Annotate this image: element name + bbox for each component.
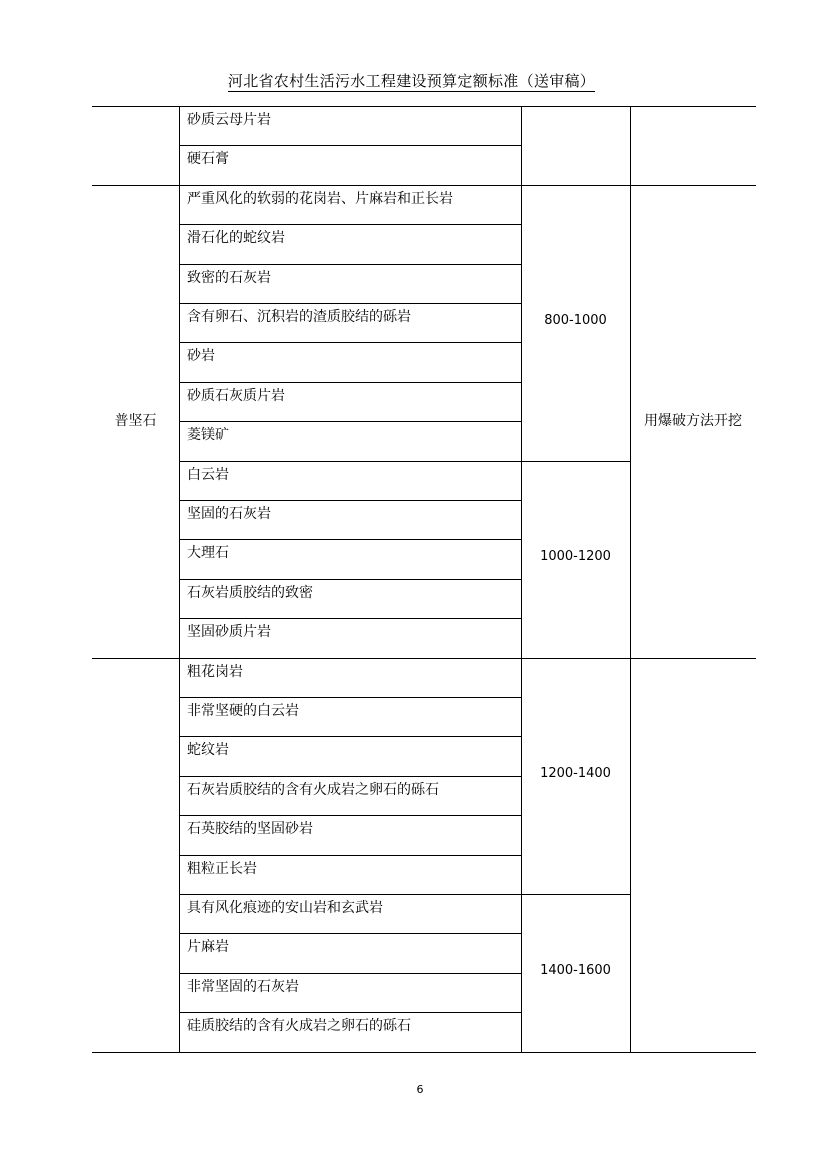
row-divider	[179, 106, 521, 107]
row-divider	[179, 145, 521, 146]
row-divider	[179, 658, 521, 659]
rock-name-cell: 非常坚固的石灰岩	[187, 978, 299, 995]
rock-name-cell: 片麻岩	[187, 939, 229, 956]
page-number: 6	[416, 1083, 424, 1096]
category-name: 普坚石	[114, 413, 157, 430]
category-divider	[92, 658, 179, 659]
row-divider	[179, 579, 521, 580]
weight-divider	[521, 106, 630, 107]
row-divider	[179, 185, 521, 186]
row-divider	[179, 421, 521, 422]
row-divider	[179, 539, 521, 540]
rock-name-cell: 白云岩	[187, 466, 229, 483]
rock-name-cell: 粗花岗岩	[187, 663, 243, 680]
row-divider	[179, 303, 521, 304]
document-title: 河北省农村生活污水工程建设预算定额标准（送审稿）	[227, 72, 596, 90]
row-divider	[179, 500, 521, 501]
method-divider	[630, 185, 756, 186]
rock-name-cell: 砂岩	[187, 348, 215, 365]
unit-weight-value: 1000-1200	[540, 549, 611, 565]
rock-name-cell: 滑石化的蛇纹岩	[187, 230, 285, 247]
row-divider	[179, 382, 521, 383]
rock-name-cell: 非常坚硬的白云岩	[187, 703, 299, 719]
row-divider	[179, 618, 521, 619]
row-divider	[179, 776, 521, 777]
method-divider	[630, 106, 756, 107]
category-divider	[92, 185, 179, 186]
method-divider	[630, 658, 756, 659]
rock-name-cell: 硬石膏	[187, 151, 229, 168]
rock-name-cell: 致密的石灰岩	[187, 269, 271, 286]
rock-name-cell: 粗粒正长岩	[187, 860, 257, 877]
rock-name-cell: 砂质云母片岩	[187, 112, 271, 128]
rock-name-cell: 严重风化的软弱的花岗岩、片麻岩和正长岩	[187, 190, 453, 207]
unit-weight-value: 1200-1400	[540, 765, 611, 781]
column-divider	[630, 106, 631, 1052]
rock-name-cell: 石灰岩质胶结的含有火成岩之卵石的砾石	[187, 781, 439, 798]
weight-divider	[521, 658, 630, 659]
column-divider	[521, 106, 522, 1052]
row-divider	[179, 461, 521, 462]
document-header	[0, 71, 823, 91]
rock-name-cell: 石灰岩质胶结的致密	[187, 584, 313, 601]
rock-name-cell: 蛇纹岩	[187, 742, 229, 759]
column-divider	[179, 106, 180, 1052]
unit-weight-value: 1400-1600	[540, 962, 611, 978]
rock-name-cell: 坚固的石灰岩	[187, 506, 271, 522]
rock-name-cell: 砂质石灰质片岩	[187, 387, 285, 404]
table-bottom-border	[92, 1052, 756, 1053]
rock-name-cell: 硅质胶结的含有火成岩之卵石的砾石	[187, 1018, 411, 1035]
row-divider	[179, 933, 521, 934]
row-divider	[179, 736, 521, 737]
row-divider	[179, 264, 521, 265]
row-divider	[179, 855, 521, 856]
row-divider	[179, 894, 521, 895]
weight-divider	[521, 894, 630, 895]
category-divider	[92, 106, 179, 107]
weight-divider	[521, 461, 630, 462]
rock-name-cell: 坚固砂质片岩	[187, 624, 271, 641]
rock-name-cell: 具有风化痕迹的安山岩和玄武岩	[187, 900, 383, 916]
row-divider	[179, 973, 521, 974]
rock-name-cell: 含有卵石、沉积岩的渣质胶结的砾岩	[187, 309, 411, 325]
rock-name-cell: 石英胶结的坚固砂岩	[187, 821, 313, 838]
row-divider	[179, 342, 521, 343]
rock-name-cell: 菱镁矿	[187, 427, 229, 444]
row-divider	[179, 1012, 521, 1013]
excavation-method: 用爆破方法开挖	[644, 413, 742, 430]
unit-weight-value: 800-1000	[544, 312, 607, 328]
row-divider	[179, 815, 521, 816]
row-divider	[179, 224, 521, 225]
row-divider	[179, 697, 521, 698]
weight-divider	[521, 185, 630, 186]
rock-name-cell: 大理石	[187, 545, 229, 562]
